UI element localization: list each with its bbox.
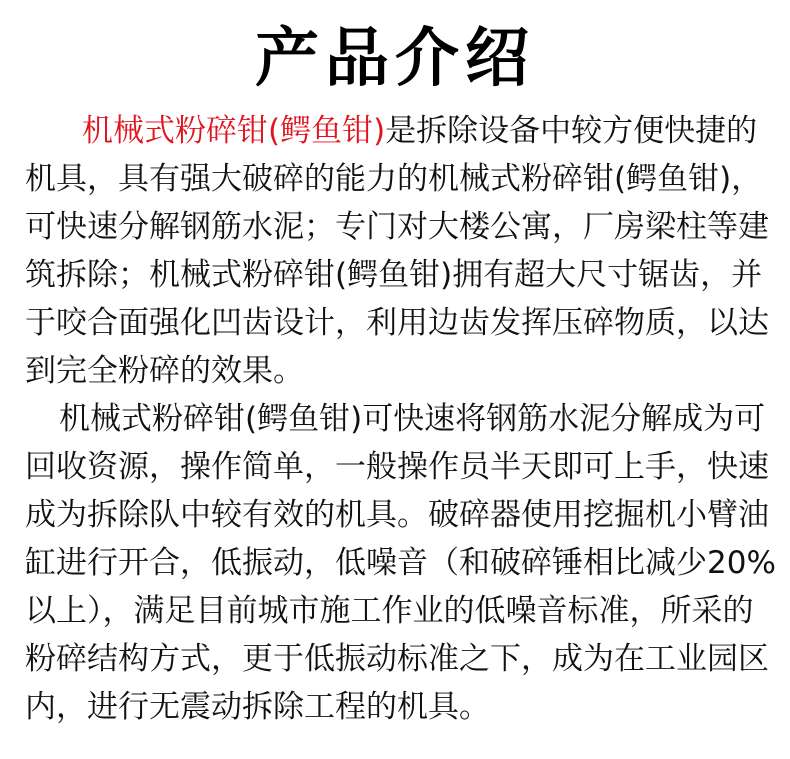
paragraph-1-line-1-text: 是拆除设备中较方便快捷的 bbox=[385, 113, 758, 149]
paragraph-2-line-3: 成为拆除队中较有效的机具。破碎器使用挖掘机小臂油 bbox=[25, 497, 769, 533]
page-title: 产品介绍 bbox=[255, 22, 535, 96]
paragraph-1-line-6: 到完全粉碎的效果。 bbox=[25, 353, 304, 389]
paragraph-2-line-6: 粉碎结构方式，更于低振动标准之下，成为在工业园区 bbox=[25, 641, 769, 677]
paragraph-1-line-1 bbox=[82, 111, 772, 151]
product-name-highlight: 机械式粉碎钳(鳄鱼钳) bbox=[82, 113, 386, 149]
paragraph-1-line-4: 筑拆除；机械式粉碎钳(鳄鱼钳)拥有超大尺寸锯齿，并 bbox=[25, 257, 763, 293]
paragraph-1-line-3: 可快速分解钢筋水泥；专门对大楼公寓，厂房梁柱等建 bbox=[25, 209, 769, 245]
paragraph-2-line-1: 机械式粉碎钳(鳄鱼钳)可快速将钢筋水泥分解成为可 bbox=[59, 401, 766, 437]
paragraph-2-line-4: 缸进行开合，低振动，低噪音（和破碎锤相比减少20% bbox=[25, 545, 776, 581]
paragraph-2-line-5: 以上），满足目前城市施工作业的低噪音标准，所采的 bbox=[25, 593, 754, 629]
paragraph-1-line-5: 于咬合面强化凹齿设计，利用边齿发挥压碎物质，以达 bbox=[25, 305, 769, 341]
paragraph-2-line-2: 回收资源，操作简单，一般操作员半天即可上手，快速 bbox=[25, 449, 769, 485]
paragraph-1-line-2: 机具，具有强大破碎的能力的机械式粉碎钳(鳄鱼钳)， bbox=[25, 161, 763, 197]
paragraph-2-line-7: 内，进行无震动拆除工程的机具。 bbox=[25, 689, 490, 725]
